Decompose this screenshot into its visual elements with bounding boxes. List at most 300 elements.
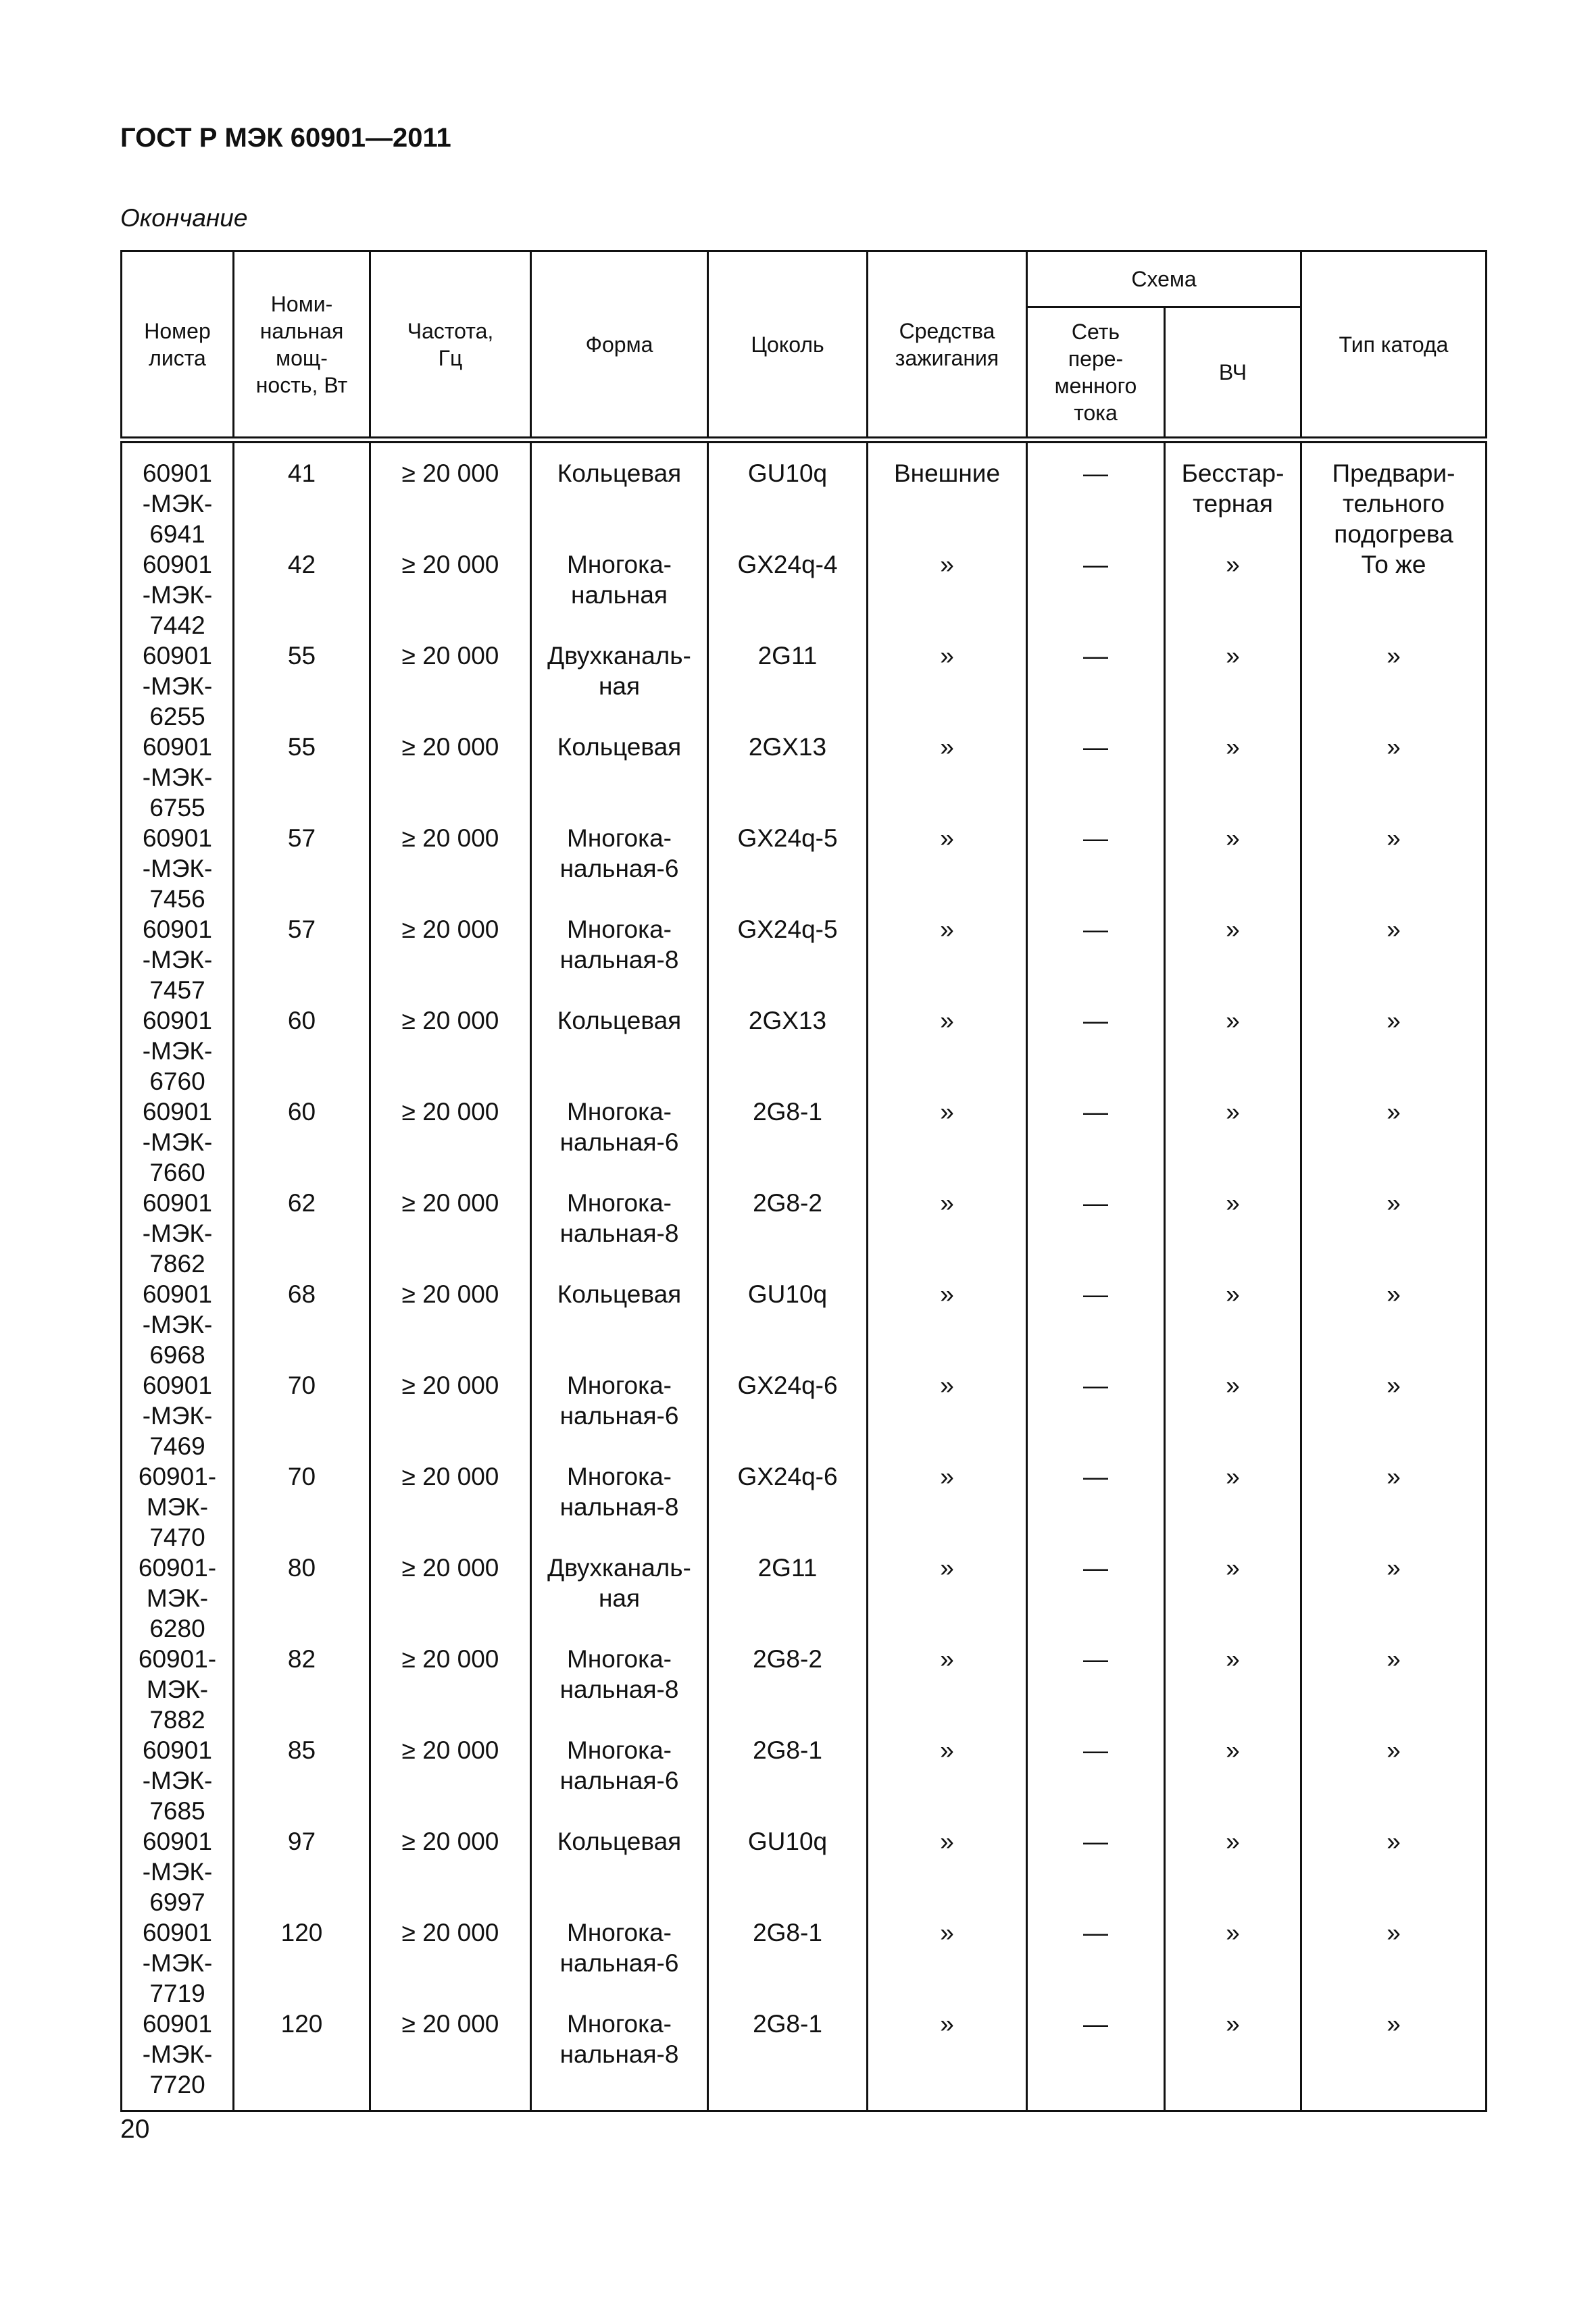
cell-text-line: » (1387, 1463, 1401, 1490)
cell-text-line: Многока- (567, 1919, 672, 1946)
cell-text-line: » (1387, 1098, 1401, 1126)
table-row (122, 914, 1487, 1005)
cell-text-line: 6755 (149, 794, 205, 822)
header-text-line: пере- (1068, 347, 1124, 371)
cell-nominal-power: 82 (234, 1644, 370, 1735)
cell-text-line: 7457 (149, 976, 205, 1004)
cell-ignition: » (868, 1826, 1027, 1917)
cell-base: 2G8-1 (708, 2009, 868, 2111)
cell-cathode-type (1301, 1644, 1487, 1735)
cell-sheet-number (122, 2009, 234, 2111)
cell-sheet-number (122, 440, 234, 549)
cell-text-line: » (1226, 1098, 1240, 1126)
cell-frequency: ≥ 20 000 (370, 1826, 531, 1917)
header-base (708, 251, 868, 441)
cell-base: 2G11 (708, 640, 868, 732)
cell-text-line: -МЭК- (142, 490, 213, 518)
table-row (122, 1279, 1487, 1370)
cell-text-line: 7442 (149, 611, 205, 639)
cell-frequency: ≥ 20 000 (370, 1279, 531, 1370)
cell-shape (531, 1644, 708, 1735)
cell-text-line: нальная-6 (559, 1402, 679, 1430)
cell-shape (531, 1735, 708, 1826)
header-text-line: зажигания (895, 345, 999, 370)
cell-text-line: Многока- (567, 551, 672, 578)
cell-text-line: 60901- (138, 1554, 217, 1582)
header-text-line: Гц (438, 345, 463, 370)
cell-shape (531, 1097, 708, 1188)
cell-shape (531, 914, 708, 1005)
cell-frequency: ≥ 20 000 (370, 640, 531, 732)
cell-text-line: -МЭК- (142, 1402, 213, 1430)
cell-text-line: Двухканаль- (547, 1554, 691, 1582)
cell-scheme-ac: — (1027, 914, 1165, 1005)
cell-cathode-type (1301, 1917, 1487, 2009)
cell-ignition: » (868, 1644, 1027, 1735)
cell-text-line: нальная-8 (559, 2040, 679, 2068)
cell-cathode-type (1301, 1826, 1487, 1917)
cell-nominal-power: 70 (234, 1370, 370, 1461)
cell-scheme-ac: — (1027, 549, 1165, 640)
header-scheme-ac (1027, 307, 1165, 441)
cell-base: GX24q-6 (708, 1461, 868, 1553)
cell-text-line: » (1387, 642, 1401, 670)
cell-text-line: » (1387, 1736, 1401, 1764)
cell-sheet-number (122, 1279, 234, 1370)
cell-sheet-number (122, 1644, 234, 1735)
cell-text-line: ная (598, 1584, 641, 1612)
cell-scheme-hf (1165, 1188, 1301, 1279)
cell-frequency: ≥ 20 000 (370, 440, 531, 549)
cell-text-line: 7862 (149, 1250, 205, 1278)
cell-text-line: » (1387, 1828, 1401, 1855)
table-row (122, 1917, 1487, 2009)
cell-text-line: Многока- (567, 1189, 672, 1217)
cell-text-line: нальная-6 (559, 855, 679, 882)
cell-ignition: » (868, 1461, 1027, 1553)
cell-scheme-ac: — (1027, 1917, 1165, 2009)
cell-cathode-type (1301, 440, 1487, 549)
cell-text-line: нальная-8 (559, 946, 679, 974)
cell-text-line: Многока- (567, 2010, 672, 2038)
cell-ignition: » (868, 823, 1027, 914)
cell-base: GX24q-6 (708, 1370, 868, 1461)
cell-text-line: » (1226, 1828, 1240, 1855)
cell-text-line: нальная-6 (559, 1949, 679, 1977)
header-text-line: ность, Вт (255, 372, 348, 397)
cell-text-line: нальная-8 (559, 1219, 679, 1247)
cell-text-line: » (1387, 1645, 1401, 1673)
table-row (122, 1005, 1487, 1097)
cell-shape (531, 732, 708, 823)
cell-sheet-number (122, 1097, 234, 1188)
cell-text-line: 7685 (149, 1797, 205, 1825)
table-continuation-label: Окончание (120, 204, 248, 232)
cell-text-line: Предвари- (1332, 459, 1455, 487)
cell-shape (531, 823, 708, 914)
cell-cathode-type (1301, 1553, 1487, 1644)
cell-scheme-ac: — (1027, 640, 1165, 732)
cell-frequency: ≥ 20 000 (370, 732, 531, 823)
table-row (122, 1826, 1487, 1917)
header-text-line: Частота, (407, 318, 494, 343)
cell-base: GU10q (708, 1826, 868, 1917)
cell-text-line: 60901 (143, 824, 212, 852)
cell-scheme-hf (1165, 1370, 1301, 1461)
cell-text-line: Кольцевая (557, 733, 682, 761)
cell-scheme-ac: — (1027, 1370, 1165, 1461)
cell-base: 2G11 (708, 1553, 868, 1644)
cell-nominal-power: 57 (234, 914, 370, 1005)
cell-text-line: Бесстар- (1181, 459, 1285, 487)
cell-shape (531, 1005, 708, 1097)
cell-scheme-ac: — (1027, 732, 1165, 823)
cell-text-line: Кольцевая (557, 459, 682, 487)
cell-text-line: » (1226, 642, 1240, 670)
cell-base: 2G8-2 (708, 1188, 868, 1279)
cell-text-line: ная (598, 672, 641, 700)
cell-text-line: » (1387, 1554, 1401, 1582)
cell-nominal-power: 57 (234, 823, 370, 914)
header-text-line: Форма (585, 332, 653, 357)
table-row (122, 640, 1487, 732)
cell-base: 2G8-1 (708, 1097, 868, 1188)
cell-text-line: » (1226, 1645, 1240, 1673)
header-text-line: менного (1054, 374, 1137, 398)
cell-nominal-power: 68 (234, 1279, 370, 1370)
header-text-line: нальная (259, 318, 344, 343)
cell-frequency: ≥ 20 000 (370, 914, 531, 1005)
cell-scheme-ac: — (1027, 1097, 1165, 1188)
header-text-line: Номи- (270, 291, 333, 316)
header-scheme (1027, 251, 1301, 307)
cell-text-line: -МЭК- (142, 1858, 213, 1886)
cell-frequency: ≥ 20 000 (370, 1461, 531, 1553)
cell-base: GU10q (708, 440, 868, 549)
cell-text-line: » (1226, 1919, 1240, 1946)
cell-sheet-number (122, 1005, 234, 1097)
cell-shape (531, 440, 708, 549)
cell-nominal-power: 55 (234, 640, 370, 732)
cell-text-line: -МЭК- (142, 581, 213, 609)
cell-text-line: » (1226, 1372, 1240, 1399)
table-row (122, 1370, 1487, 1461)
cell-sheet-number (122, 823, 234, 914)
cell-base: GU10q (708, 1279, 868, 1370)
cell-text-line: 7719 (149, 1980, 205, 2007)
cell-text-line: -МЭК- (142, 1037, 213, 1065)
cell-text-line: » (1387, 1280, 1401, 1308)
cell-text-line: 60901 (143, 459, 212, 487)
cell-text-line: » (1226, 2010, 1240, 2038)
cell-shape (531, 1461, 708, 1553)
cell-text-line: Многока- (567, 1645, 672, 1673)
cell-text-line: -МЭК- (142, 1311, 213, 1338)
cell-text-line: 60901 (143, 551, 212, 578)
cell-text-line: 60901 (143, 642, 212, 670)
cell-frequency: ≥ 20 000 (370, 1005, 531, 1097)
cell-text-line: 7660 (149, 1159, 205, 1186)
cell-cathode-type (1301, 1461, 1487, 1553)
cell-text-line: 7720 (149, 2071, 205, 2098)
cell-ignition: » (868, 1917, 1027, 2009)
header-text-line: Цоколь (751, 332, 824, 357)
cell-ignition: » (868, 1097, 1027, 1188)
header-cathode-type (1301, 251, 1487, 441)
cell-text-line: Многока- (567, 915, 672, 943)
cell-scheme-ac: — (1027, 1279, 1165, 1370)
cell-text-line: нальная-8 (559, 1493, 679, 1521)
cell-text-line: » (1387, 733, 1401, 761)
cell-frequency: ≥ 20 000 (370, 1370, 531, 1461)
cell-text-line: 60901 (143, 733, 212, 761)
cell-base: 2GX13 (708, 732, 868, 823)
table-row (122, 2009, 1487, 2111)
cell-text-line: тельного (1342, 490, 1445, 518)
cell-nominal-power: 97 (234, 1826, 370, 1917)
cell-cathode-type (1301, 640, 1487, 732)
cell-base: 2G8-2 (708, 1644, 868, 1735)
cell-shape (531, 1553, 708, 1644)
cell-scheme-ac: — (1027, 1735, 1165, 1826)
cell-text-line: Двухканаль- (547, 642, 691, 670)
cell-text-line: 60901 (143, 1919, 212, 1946)
cell-text-line: » (1226, 1463, 1240, 1490)
cell-text-line: 6997 (149, 1888, 205, 1916)
header-shape (531, 251, 708, 441)
header-text-line: Тип катода (1339, 332, 1449, 357)
cell-text-line: » (1387, 1189, 1401, 1217)
table-row (122, 823, 1487, 914)
cell-scheme-ac: — (1027, 2009, 1165, 2111)
cell-text-line: » (1226, 1189, 1240, 1217)
cell-nominal-power: 60 (234, 1005, 370, 1097)
cell-text-line: -МЭК- (142, 1949, 213, 1977)
cell-cathode-type (1301, 1735, 1487, 1826)
cell-text-line: 6760 (149, 1067, 205, 1095)
header-scheme-hf (1165, 307, 1301, 441)
cell-text-line: » (1387, 1919, 1401, 1946)
cell-text-line: 6280 (149, 1615, 205, 1642)
cell-scheme-hf (1165, 640, 1301, 732)
cell-sheet-number (122, 549, 234, 640)
table-row (122, 1461, 1487, 1553)
cell-scheme-hf (1165, 549, 1301, 640)
cell-text-line: 7469 (149, 1432, 205, 1460)
cell-base: 2G8-1 (708, 1735, 868, 1826)
cell-text-line: 7882 (149, 1706, 205, 1734)
cell-text-line: -МЭК- (142, 763, 213, 791)
cell-base: 2G8-1 (708, 1917, 868, 2009)
cell-cathode-type (1301, 732, 1487, 823)
cell-text-line: » (1387, 915, 1401, 943)
cell-ignition: » (868, 914, 1027, 1005)
cell-base: GX24q-5 (708, 823, 868, 914)
cell-sheet-number (122, 1461, 234, 1553)
cell-text-line: МЭК- (146, 1584, 209, 1612)
header-text-line: Сеть (1071, 320, 1120, 344)
cell-text-line: -МЭК- (142, 1128, 213, 1156)
cell-text-line: Многока- (567, 1463, 672, 1490)
cell-ignition: » (868, 1005, 1027, 1097)
cell-text-line: нальная-6 (559, 1128, 679, 1156)
table-row (122, 1735, 1487, 1826)
cell-text-line: Кольцевая (557, 1280, 682, 1308)
cell-frequency: ≥ 20 000 (370, 1735, 531, 1826)
table-row (122, 732, 1487, 823)
header-text-line: тока (1074, 401, 1118, 425)
cell-text-line: МЭК- (146, 1676, 209, 1703)
cell-text-line: » (1226, 733, 1240, 761)
cell-ignition: » (868, 549, 1027, 640)
lamp-specification-table (120, 250, 1487, 2112)
cell-cathode-type (1301, 1005, 1487, 1097)
header-text-line: Номер (144, 318, 211, 343)
table-row (122, 440, 1487, 549)
table-body (122, 440, 1487, 2111)
cell-scheme-hf (1165, 1461, 1301, 1553)
cell-text-line: » (1226, 824, 1240, 852)
cell-text-line: подогрева (1334, 520, 1453, 548)
cell-scheme-hf (1165, 1735, 1301, 1826)
page-number: 20 (120, 2115, 150, 2144)
cell-scheme-hf (1165, 1279, 1301, 1370)
cell-sheet-number (122, 640, 234, 732)
cell-text-line: » (1387, 1372, 1401, 1399)
table-row (122, 1097, 1487, 1188)
cell-text-line: » (1387, 824, 1401, 852)
cell-shape (531, 640, 708, 732)
cell-shape (531, 1188, 708, 1279)
cell-nominal-power: 120 (234, 1917, 370, 2009)
cell-text-line: 60901 (143, 1372, 212, 1399)
cell-cathode-type (1301, 1097, 1487, 1188)
cell-text-line: » (1226, 1280, 1240, 1308)
cell-text-line: Многока- (567, 824, 672, 852)
cell-shape (531, 1917, 708, 2009)
header-nominal-power (234, 251, 370, 441)
cell-frequency: ≥ 20 000 (370, 1917, 531, 2009)
cell-text-line: 6941 (149, 520, 205, 548)
cell-text-line: Многока- (567, 1098, 672, 1126)
cell-scheme-hf (1165, 1553, 1301, 1644)
cell-text-line: нальная (571, 581, 668, 609)
cell-nominal-power: 70 (234, 1461, 370, 1553)
cell-text-line: » (1226, 1554, 1240, 1582)
cell-cathode-type (1301, 1370, 1487, 1461)
cell-cathode-type (1301, 2009, 1487, 2111)
cell-cathode-type (1301, 914, 1487, 1005)
cell-frequency: ≥ 20 000 (370, 1553, 531, 1644)
cell-nominal-power: 62 (234, 1188, 370, 1279)
cell-scheme-ac: — (1027, 1005, 1165, 1097)
cell-sheet-number (122, 1553, 234, 1644)
cell-scheme-ac: — (1027, 1644, 1165, 1735)
cell-sheet-number (122, 914, 234, 1005)
cell-scheme-ac: — (1027, 1188, 1165, 1279)
cell-shape (531, 1826, 708, 1917)
cell-ignition: » (868, 1370, 1027, 1461)
cell-text-line: 60901 (143, 1828, 212, 1855)
cell-base: GX24q-5 (708, 914, 868, 1005)
cell-text-line: -МЭК- (142, 855, 213, 882)
cell-text-line: То же (1361, 551, 1426, 578)
cell-nominal-power: 80 (234, 1553, 370, 1644)
cell-text-line: 60901 (143, 2010, 212, 2038)
cell-text-line: 60901 (143, 1189, 212, 1217)
cell-sheet-number (122, 1735, 234, 1826)
cell-text-line: » (1226, 1007, 1240, 1034)
table-row (122, 1188, 1487, 1279)
table-row (122, 1644, 1487, 1735)
header-sheet-number (122, 251, 234, 441)
cell-shape (531, 2009, 708, 2111)
cell-ignition: Внешние (868, 440, 1027, 549)
cell-shape (531, 549, 708, 640)
cell-ignition: » (868, 732, 1027, 823)
cell-frequency: ≥ 20 000 (370, 823, 531, 914)
cell-text-line: Многока- (567, 1736, 672, 1764)
header-text-line: ВЧ (1218, 360, 1247, 384)
cell-scheme-ac: — (1027, 1553, 1165, 1644)
cell-text-line: 7470 (149, 1524, 205, 1551)
cell-ignition: » (868, 2009, 1027, 2111)
cell-text-line: 60901 (143, 1280, 212, 1308)
cell-text-line: » (1226, 915, 1240, 943)
cell-scheme-hf (1165, 440, 1301, 549)
header-text-line: листа (149, 345, 206, 370)
cell-text-line: -МЭК- (142, 946, 213, 974)
cell-scheme-hf (1165, 732, 1301, 823)
cell-ignition: » (868, 1553, 1027, 1644)
cell-text-line: нальная-6 (559, 1767, 679, 1794)
cell-text-line: 60901 (143, 1098, 212, 1126)
cell-ignition: » (868, 640, 1027, 732)
cell-sheet-number (122, 1917, 234, 2009)
cell-sheet-number (122, 1826, 234, 1917)
cell-text-line: Кольцевая (557, 1007, 682, 1034)
cell-cathode-type (1301, 823, 1487, 914)
cell-shape (531, 1370, 708, 1461)
cell-cathode-type (1301, 1279, 1487, 1370)
cell-text-line: 60901- (138, 1463, 217, 1490)
cell-base: GX24q-4 (708, 549, 868, 640)
cell-text-line: МЭК- (146, 1493, 209, 1521)
cell-text-line: -МЭК- (142, 1219, 213, 1247)
cell-text-line: 6968 (149, 1341, 205, 1369)
cell-text-line: » (1387, 1007, 1401, 1034)
table-row (122, 549, 1487, 640)
cell-scheme-hf (1165, 1097, 1301, 1188)
cell-scheme-hf (1165, 1644, 1301, 1735)
cell-nominal-power: 60 (234, 1097, 370, 1188)
cell-scheme-ac: — (1027, 440, 1165, 549)
cell-scheme-hf (1165, 914, 1301, 1005)
cell-ignition: » (868, 1735, 1027, 1826)
cell-sheet-number (122, 1188, 234, 1279)
cell-text-line: -МЭК- (142, 2040, 213, 2068)
cell-shape (531, 1279, 708, 1370)
cell-text-line: нальная-8 (559, 1676, 679, 1703)
cell-text-line: Многока- (567, 1372, 672, 1399)
cell-scheme-hf (1165, 1005, 1301, 1097)
cell-sheet-number (122, 732, 234, 823)
cell-base: 2GX13 (708, 1005, 868, 1097)
cell-text-line: Кольцевая (557, 1828, 682, 1855)
cell-text-line: -МЭК- (142, 1767, 213, 1794)
cell-frequency: ≥ 20 000 (370, 1188, 531, 1279)
table-header (122, 251, 1487, 441)
